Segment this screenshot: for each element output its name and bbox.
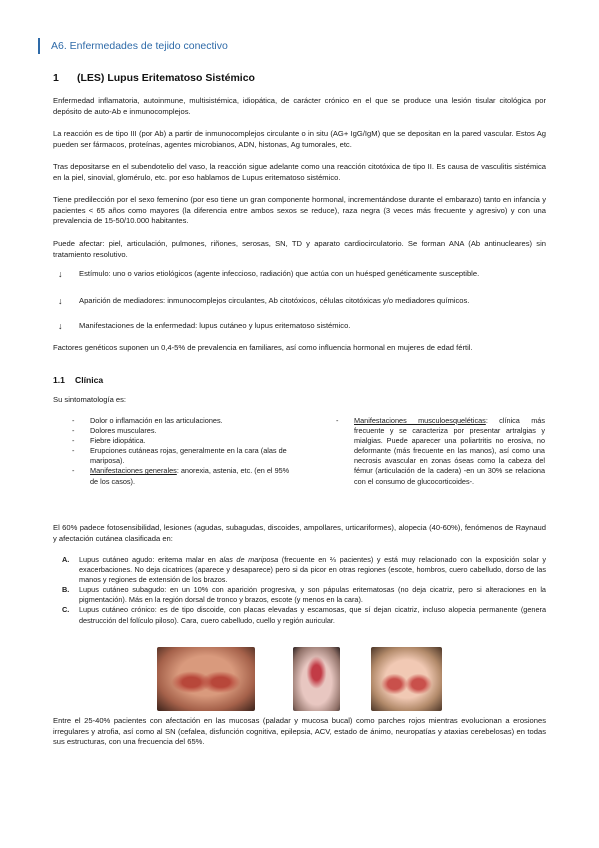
list-item-text: Fiebre idiopática. bbox=[90, 436, 146, 446]
list-item-text: Dolor o inflamación en las articulaciones. bbox=[90, 416, 223, 425]
paragraph-predilection: Tiene predilección por el sexo femenino (por eso tiene un gran componente hormonal, incrementándose durante el embarazo) tanto en infancia y pacientes < 65 años como mayores (la diferencia entre ambos sexos se reduce), raza negra (3 veces más frecuente y agresivo) y con una prevalencia de 15-50/10.000 habitantes. bbox=[53, 195, 546, 226]
list-item bbox=[53, 585, 546, 605]
dash-marker: - bbox=[72, 416, 75, 425]
arrow-down-icon: ↓ bbox=[58, 269, 63, 279]
list-item bbox=[72, 466, 294, 486]
paragraph-reaction: La reacción es de tipo III (por Ab) a partir de inmunocomplejos circulante o in situ (AG+ IgG/IgM) que se depositan en la pared vascular. Estos Ag pueden ser fármacos, proteínas, agentes microbianos, ADN, histonas, Ag tumorales, etc. bbox=[53, 129, 546, 149]
list-letter: C. bbox=[62, 605, 70, 615]
list-item bbox=[53, 555, 546, 585]
acute-lupus-face-photo bbox=[157, 647, 255, 711]
section-number: 1 bbox=[53, 72, 59, 84]
dash-marker: - bbox=[336, 416, 339, 425]
section-title: (LES) Lupus Eritematoso Sistémico bbox=[77, 72, 255, 84]
list-item-text: : anorexia, astenia, etc. (en el 95% de los casos). bbox=[90, 466, 290, 486]
subsection-number: 1.1 bbox=[53, 375, 65, 385]
dash-marker: - bbox=[72, 436, 75, 446]
subacute-lupus-photo bbox=[293, 647, 340, 711]
lupus-types-list bbox=[53, 555, 546, 626]
arrow-down-icon: ↓ bbox=[58, 296, 63, 306]
section-heading bbox=[53, 72, 255, 84]
paragraph-definition: Enfermedad inflamatoria, autoinmune, multisistémica, idiopática, de carácter crónico en el que se produce una lesión tisular citológica por depósito de auto-Ab e inmunocomplejos. bbox=[53, 96, 546, 116]
list-item bbox=[72, 436, 294, 446]
dash-marker: - bbox=[72, 446, 75, 456]
subsection-heading bbox=[53, 375, 103, 385]
list-item bbox=[53, 605, 546, 625]
running-header: A6. Enfermedades de tejido conectivo bbox=[38, 38, 228, 54]
chronic-lupus-child-photo bbox=[371, 647, 442, 711]
bullet-item bbox=[53, 321, 546, 332]
bullet-text: Manifestaciones de la enfermedad: lupus cutáneo y lupus eritematoso sistémico. bbox=[79, 321, 351, 330]
paragraph-subendothelium: Tras depositarse en el subendotelio del vaso, la reacción sigue adelante como una reacción citotóxica de tipo II. Es causa de vasculitis sistémica en la piel, sinovial, glomérulo, etc. por eso hablamos de Lupus eritematoso sistémico. bbox=[53, 162, 546, 182]
symptoms-left-list bbox=[72, 416, 294, 487]
list-letter: B. bbox=[62, 585, 70, 595]
list-item-text: Lupus cutáneo subagudo: en un 10% con aparición progresiva, y son pápulas eritematosas (no deja cicatriz, pero si alteraciones en la pigmentación). Más en la región dorsal de tronco y brazos, escote (y menos en la cara). bbox=[79, 585, 546, 605]
list-item-label: Manifestaciones musculoesqueléticas bbox=[354, 416, 486, 425]
paragraph-mucosa: Entre el 25-40% pacientes con afectación en las mucosas (paladar y mucosa bucal) como parches rojos mientras evolucionan a erosiones irregulares y atrofia, así como al SN (cefalea, disfunción cognitiva, epilepsia, ACV, estado de ánimo, neuropatías y ataxias cerebelosas) en todas sus estructuras, con una frecuencia del 65%. bbox=[53, 716, 546, 747]
arrow-down-icon: ↓ bbox=[58, 321, 63, 331]
list-item bbox=[72, 446, 294, 466]
list-item-label: Manifestaciones generales bbox=[90, 466, 177, 476]
list-item-text: Erupciones cutáneas rojas, generalmente en la cara (alas de mariposa). bbox=[90, 446, 287, 466]
list-item bbox=[336, 416, 545, 487]
list-item-text: Dolores musculares. bbox=[90, 426, 157, 436]
list-item-text: (frecuente en ⅔ pacientes) y está muy relacionado con la exposición solar y exacerbaciones. No deja cicatrices (aparece y desaparece) pero si da picor en otras regiones (escote, hombros, cuero cabelludo, dorso de las manos y regiones de extensión de los brazos. bbox=[79, 555, 546, 585]
bullet-item bbox=[53, 296, 546, 307]
paragraph-photosensitivity: El 60% padece fotosensibilidad, lesiones (agudas, subagudas, discoides, ampollares, urticariformes), alopecia (40-60%), fenómenos de Raynaud y afectación cutánea clasificada en: bbox=[53, 523, 546, 543]
list-item-text: Lupus cutáneo agudo: eritema malar en bbox=[79, 555, 220, 564]
list-item bbox=[72, 416, 294, 426]
dash-marker: - bbox=[72, 426, 75, 436]
paragraph-affects: Puede afectar: piel, articulación, pulmones, riñones, serosas, SN, TD y aparato cardiocirculatorio. Se forman ANA (Ab antinucleares) sin tratamiento resolutivo. bbox=[53, 239, 546, 259]
bullet-item bbox=[53, 269, 546, 280]
subsection-title: Clínica bbox=[75, 375, 104, 385]
list-item-emphasis: alas de mariposa bbox=[219, 555, 279, 564]
list-item-text: Lupus cutáneo crónico: es de tipo discoide, con placas elevadas y escamosas, que sí dejan cicatriz, incluso alopecia permanente (genera destrucción del folículo piloso). Cara, cuero cabelludo, cuello y región auricular. bbox=[79, 605, 546, 625]
list-item bbox=[72, 426, 294, 436]
symptoms-right-list bbox=[336, 416, 545, 487]
paragraph-genetic-factors: Factores genéticos suponen un 0,4-5% de prevalencia en familiares, así como influencia hormonal en mujeres de edad fértil. bbox=[53, 343, 473, 352]
bullet-text: Aparición de mediadores: inmunocomplejos circulantes, Ab citotóxicos, células citotóxicas y/o mediadores químicos. bbox=[79, 296, 470, 305]
list-item-text: : clínica más frecuente y se caracteriza por presentar artralgias y mialgias. Puede aparecer una poliartritis no erosiva, no deformante (más frecuente en las manos), así como una necrosis avascular en zonas óseas como la cabeza del fémur (articulación de la cadera) -en un 30% se relaciona con el consumo de glucocorticoides-. bbox=[354, 416, 545, 486]
dash-marker: - bbox=[72, 466, 75, 476]
list-letter: A. bbox=[62, 555, 70, 564]
bullet-text: Estímulo: uno o varios etiológicos (agente infeccioso, radiación) que actúa con un huésped genéticamente susceptible. bbox=[79, 269, 480, 278]
symptoms-intro: Su sintomatología es: bbox=[53, 395, 127, 404]
